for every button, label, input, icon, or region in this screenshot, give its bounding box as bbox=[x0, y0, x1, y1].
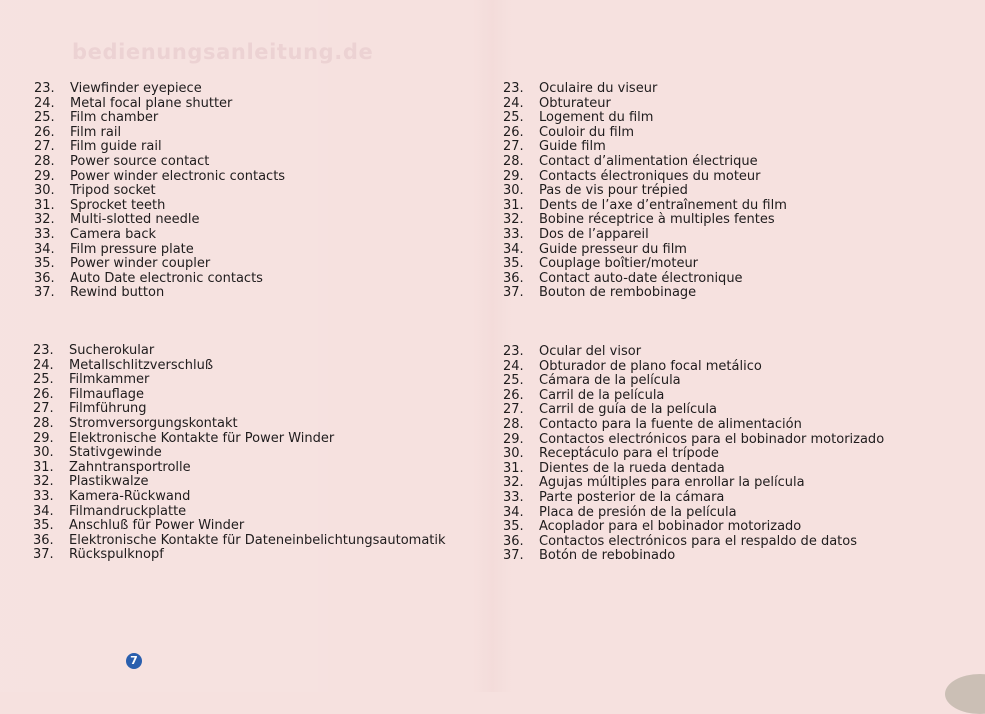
item-label: Metal focal plane shutter bbox=[70, 95, 233, 111]
item-label: Multi-slotted needle bbox=[70, 212, 200, 228]
item-number: 35. bbox=[503, 256, 524, 272]
list-item bbox=[34, 184, 285, 199]
list-item bbox=[33, 388, 446, 403]
item-label: Film guide rail bbox=[70, 139, 162, 155]
parts-list-french bbox=[503, 82, 787, 301]
list-item bbox=[503, 82, 787, 97]
list-item bbox=[33, 548, 446, 563]
item-label: Stromversorgungskontakt bbox=[69, 415, 238, 431]
item-label: Obturador de plano focal metálico bbox=[539, 358, 762, 374]
item-label: Power winder electronic contacts bbox=[70, 168, 286, 184]
item-number: 31. bbox=[33, 459, 54, 475]
list-item bbox=[34, 170, 285, 185]
list-item bbox=[503, 506, 884, 521]
item-label: Oculaire du viseur bbox=[539, 81, 658, 96]
item-number: 36. bbox=[34, 270, 55, 286]
item-label: Zahntransportrolle bbox=[69, 459, 191, 475]
list-item bbox=[503, 549, 884, 564]
item-number: 23. bbox=[34, 81, 55, 96]
list-item bbox=[33, 505, 446, 520]
item-label: Contact d’alimentation électrique bbox=[539, 153, 758, 169]
item-number: 27. bbox=[503, 402, 524, 418]
list-item bbox=[503, 520, 884, 535]
item-number: 29. bbox=[34, 168, 55, 184]
item-label: Film pressure plate bbox=[70, 241, 194, 257]
list-item bbox=[33, 490, 446, 505]
item-number: 27. bbox=[503, 139, 524, 155]
item-label: Power source contact bbox=[70, 153, 210, 169]
item-number: 24. bbox=[34, 95, 55, 111]
item-number: 35. bbox=[33, 518, 54, 534]
item-label: Agujas múltiples para enrollar la película bbox=[539, 475, 805, 491]
item-number: 26. bbox=[34, 124, 55, 140]
list-item bbox=[503, 155, 787, 170]
list-item bbox=[503, 433, 884, 448]
list-item bbox=[33, 402, 446, 417]
list-item bbox=[503, 418, 884, 433]
item-number: 24. bbox=[503, 358, 524, 374]
list-item bbox=[34, 243, 285, 258]
item-label: Contactos electrónicos para el bobinador motorizado bbox=[539, 431, 885, 447]
item-label: Placa de presión de la película bbox=[539, 504, 737, 520]
item-label: Camera back bbox=[70, 226, 157, 242]
list-item bbox=[503, 170, 787, 185]
item-number: 32. bbox=[503, 212, 524, 228]
item-number: 25. bbox=[33, 372, 54, 388]
item-label: Contacto para la fuente de alimentación bbox=[539, 416, 802, 432]
item-number: 24. bbox=[503, 95, 524, 111]
item-label: Filmführung bbox=[69, 401, 147, 417]
item-label: Elektronische Kontakte für Dateneinbelichtungsautomatik bbox=[69, 532, 446, 548]
item-label: Power winder coupler bbox=[70, 256, 211, 272]
item-label: Rewind button bbox=[70, 285, 165, 301]
watermark: bedienungsanleitung.de bbox=[72, 40, 374, 64]
list-item bbox=[33, 417, 446, 432]
item-number: 33. bbox=[34, 226, 55, 242]
item-label: Film chamber bbox=[70, 110, 159, 126]
item-number: 27. bbox=[33, 401, 54, 417]
list-item bbox=[34, 140, 285, 155]
list-item bbox=[503, 345, 884, 360]
corner-shadow bbox=[945, 674, 985, 714]
item-label: Filmauflage bbox=[69, 386, 145, 402]
item-number: 28. bbox=[503, 153, 524, 169]
item-label: Dientes de la rueda dentada bbox=[539, 460, 725, 476]
list-item bbox=[34, 272, 285, 287]
item-number: 37. bbox=[503, 548, 524, 564]
parts-list-spanish bbox=[503, 345, 884, 564]
parts-list-english bbox=[34, 82, 285, 301]
item-number: 30. bbox=[33, 445, 54, 461]
item-number: 34. bbox=[503, 241, 524, 257]
list-item bbox=[503, 389, 884, 404]
item-number: 34. bbox=[503, 504, 524, 520]
item-label: Stativgewinde bbox=[69, 445, 162, 461]
item-label: Parte posterior de la cámara bbox=[539, 489, 725, 505]
item-label: Botón de rebobinado bbox=[539, 548, 676, 564]
item-label: Filmandruckplatte bbox=[69, 503, 187, 519]
list-item bbox=[33, 432, 446, 447]
list-item bbox=[503, 462, 884, 477]
item-number: 24. bbox=[33, 357, 54, 373]
item-label: Dos de l’appareil bbox=[539, 226, 649, 242]
item-label: Dents de l’axe d’entraînement du film bbox=[539, 197, 787, 213]
item-label: Guide presseur du film bbox=[539, 241, 687, 257]
item-label: Anschluß für Power Winder bbox=[69, 518, 245, 534]
item-label: Acoplador para el bobinador motorizado bbox=[539, 519, 802, 535]
item-number: 34. bbox=[33, 503, 54, 519]
list-item bbox=[503, 360, 884, 375]
item-number: 29. bbox=[33, 430, 54, 446]
item-number: 30. bbox=[34, 183, 55, 199]
item-label: Filmkammer bbox=[69, 372, 150, 388]
item-label: Guide film bbox=[539, 139, 606, 155]
item-label: Carril de la película bbox=[539, 387, 665, 403]
list-item bbox=[34, 228, 285, 243]
list-item bbox=[503, 199, 787, 214]
page-number-badge: 7 bbox=[126, 653, 142, 669]
item-label: Metallschlitzverschluß bbox=[69, 357, 214, 373]
item-number: 26. bbox=[503, 387, 524, 403]
list-item bbox=[34, 111, 285, 126]
item-number: 37. bbox=[34, 285, 55, 301]
item-number: 33. bbox=[503, 226, 524, 242]
item-label: Couplage boîtier/moteur bbox=[539, 256, 699, 272]
item-number: 27. bbox=[34, 139, 55, 155]
item-number: 32. bbox=[34, 212, 55, 228]
item-number: 31. bbox=[503, 460, 524, 476]
item-number: 23. bbox=[503, 344, 524, 359]
list-item bbox=[503, 228, 787, 243]
item-number: 35. bbox=[34, 256, 55, 272]
item-label: Pas de vis pour trépied bbox=[539, 183, 688, 199]
list-item bbox=[34, 286, 285, 301]
item-number: 32. bbox=[33, 474, 54, 490]
item-label: Bouton de rembobinage bbox=[539, 285, 697, 301]
item-number: 31. bbox=[503, 197, 524, 213]
list-item bbox=[33, 359, 446, 374]
item-label: Rückspulknopf bbox=[69, 547, 164, 563]
parts-list-german bbox=[33, 344, 446, 563]
item-number: 25. bbox=[503, 373, 524, 389]
item-number: 26. bbox=[33, 386, 54, 402]
item-label: Ocular del visor bbox=[539, 344, 642, 359]
list-item bbox=[34, 126, 285, 141]
list-item bbox=[34, 82, 285, 97]
item-number: 25. bbox=[503, 110, 524, 126]
list-item bbox=[503, 447, 884, 462]
item-label: Contacts électroniques du moteur bbox=[539, 168, 761, 184]
item-label: Logement du film bbox=[539, 110, 654, 126]
list-item bbox=[34, 97, 285, 112]
item-label: Kamera-Rückwand bbox=[69, 488, 191, 504]
list-item bbox=[503, 272, 787, 287]
list-item bbox=[34, 155, 285, 170]
list-item bbox=[33, 344, 446, 359]
item-number: 28. bbox=[33, 415, 54, 431]
item-label: Auto Date electronic contacts bbox=[70, 270, 263, 286]
item-label: Bobine réceptrice à multiples fentes bbox=[539, 212, 775, 228]
item-number: 30. bbox=[503, 446, 524, 462]
list-item bbox=[503, 491, 884, 506]
item-number: 36. bbox=[503, 533, 524, 549]
list-item bbox=[503, 243, 787, 258]
list-item bbox=[33, 446, 446, 461]
item-number: 30. bbox=[503, 183, 524, 199]
item-number: 33. bbox=[503, 489, 524, 505]
list-item bbox=[503, 97, 787, 112]
list-item bbox=[503, 286, 787, 301]
item-number: 37. bbox=[503, 285, 524, 301]
item-number: 35. bbox=[503, 519, 524, 535]
list-item bbox=[503, 535, 884, 550]
item-number: 32. bbox=[503, 475, 524, 491]
list-item bbox=[33, 461, 446, 476]
item-number: 28. bbox=[34, 153, 55, 169]
list-item bbox=[34, 213, 285, 228]
item-label: Contactos electrónicos para el respaldo de datos bbox=[539, 533, 857, 549]
item-label: Elektronische Kontakte für Power Winder bbox=[69, 430, 335, 446]
list-item bbox=[33, 534, 446, 549]
list-item bbox=[33, 519, 446, 534]
item-label: Film rail bbox=[70, 124, 122, 140]
item-number: 26. bbox=[503, 124, 524, 140]
item-number: 28. bbox=[503, 416, 524, 432]
item-number: 36. bbox=[33, 532, 54, 548]
list-item bbox=[33, 475, 446, 490]
item-label: Obturateur bbox=[539, 95, 611, 111]
list-item bbox=[503, 374, 884, 389]
list-item bbox=[503, 126, 787, 141]
list-item bbox=[503, 257, 787, 272]
item-number: 23. bbox=[503, 81, 524, 96]
item-number: 33. bbox=[33, 488, 54, 504]
item-label: Couloir du film bbox=[539, 124, 635, 140]
list-item bbox=[33, 373, 446, 388]
list-item bbox=[503, 111, 787, 126]
item-number: 23. bbox=[33, 343, 54, 358]
item-label: Contact auto-date électronique bbox=[539, 270, 743, 286]
list-item bbox=[503, 140, 787, 155]
item-label: Viewfinder eyepiece bbox=[70, 81, 202, 96]
item-number: 36. bbox=[503, 270, 524, 286]
item-label: Carril de guía de la película bbox=[539, 402, 717, 418]
item-number: 37. bbox=[33, 547, 54, 563]
list-item bbox=[34, 257, 285, 272]
item-number: 29. bbox=[503, 168, 524, 184]
item-label: Sucherokular bbox=[69, 343, 155, 358]
item-number: 34. bbox=[34, 241, 55, 257]
list-item bbox=[503, 213, 787, 228]
item-label: Plastikwalze bbox=[69, 474, 149, 490]
list-item bbox=[503, 476, 884, 491]
item-label: Cámara de la película bbox=[539, 373, 681, 389]
item-label: Sprocket teeth bbox=[70, 197, 166, 213]
item-number: 31. bbox=[34, 197, 55, 213]
item-label: Receptáculo para el trípode bbox=[539, 446, 719, 462]
list-item bbox=[503, 403, 884, 418]
item-number: 29. bbox=[503, 431, 524, 447]
item-number: 25. bbox=[34, 110, 55, 126]
list-item bbox=[34, 199, 285, 214]
item-label: Tripod socket bbox=[70, 183, 156, 199]
list-item bbox=[503, 184, 787, 199]
